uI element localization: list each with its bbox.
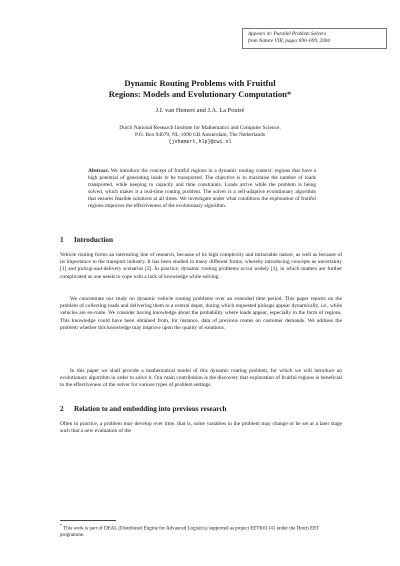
- footnote-text: This work is part of DEAL (Distributed Engine for Advanced Logistics) supported as project EETK01141 under the Dutch EET programme.: [60, 526, 320, 539]
- email: {jvhemert,hlp}@cwi.nl: [168, 139, 232, 145]
- footnote-rule: [60, 520, 116, 521]
- section-title: Relation to and embedding into previous research: [74, 405, 227, 413]
- abstract-text: We introduce the concept of fruitful regions in a dynamic routing context: regions that have a high potential of generating loads to be transported. The objective is to maximise the number of loads transported, while keeping to capacity and time constraints. Loads arrive while the problem is being solved, which makes it a real-time routing problem. The solver is a self-adaptive evolutionary algorithm that ensures feasible solutions at all times. We investigate under what conditions the exploration of fruitful regions improves the effectiveness of the evolutionary algorithm.: [88, 168, 316, 209]
- section-number: 2: [60, 405, 64, 413]
- publication-note-line: from Nature VIII, pages 690–699, 2004: [248, 38, 330, 45]
- abstract-label: Abstract.: [88, 168, 110, 174]
- publication-note-line: Appears in: Parallel Problem Solvers: [248, 31, 327, 37]
- section-heading: [60, 405, 340, 414]
- publication-note: [242, 28, 387, 49]
- section-heading: [60, 236, 340, 245]
- paragraph: Often in practice, a problem may develop over time, that is, some variables in the problem may change or be set at a later stage such that a new evaluation of the: [60, 421, 342, 435]
- paragraph: In this paper we shall provide a mathematical model of this dynamic routing problem, for which we will introduce an evolutionary algorithm in order to solve it. Our main contribution is the discovery that exploration of fruitful regions is beneficial to the effectiveness of the solver for various types of problem settings.: [60, 368, 342, 389]
- footnote: [60, 523, 342, 540]
- paper-title-line: Dynamic Routing Problems with Fruitful: [124, 78, 276, 88]
- paragraph: We concentrate our study on dynamic vehicle routing problems over an extended time period. This paper reports on the problem of collecting loads and delivering them to a central depot, during which requested pickups appear dynamically, i.e., while vehicles are en-route. We consider having knowledge about the probability where loads appear, especially in the form of regions. This knowledge could have been obtained from, for instance, data of previous routes on customer demands. We address the problem whether this knowledge may improve upon the quality of solutions.: [60, 296, 342, 331]
- affiliation-line: Dutch National Research Institute for Mathematics and Computer Science,: [119, 125, 281, 131]
- paragraph: Vehicle routing forms an interesting line of research, because of its high complexity and intractable nature, as well as because of its importance to the transport industry. It has been studied in many different forms, whereby introducing concepts as uncertainty [1] and pickup-and-delivery scenarios [2]. In practice, dynamic routing problems occur widely [3], in which matters are further complicated as one needs to cope with a lack of knowledge while solving.: [60, 252, 342, 280]
- affiliation-line: P.O. Box 94079, NL-1090 GB Amsterdam, The Netherlands: [134, 132, 265, 138]
- abstract: [88, 168, 316, 210]
- paper-title-line: Regions: Models and Evolutionary Computation*: [108, 89, 292, 100]
- affiliation: [60, 125, 340, 146]
- footnote-mark: *: [60, 523, 63, 528]
- paper-title: [60, 78, 340, 101]
- section-title: Introduction: [74, 236, 114, 244]
- authors: J.I. van Hemert and J.A. La Poutré: [155, 107, 245, 114]
- section-number: 1: [60, 236, 64, 244]
